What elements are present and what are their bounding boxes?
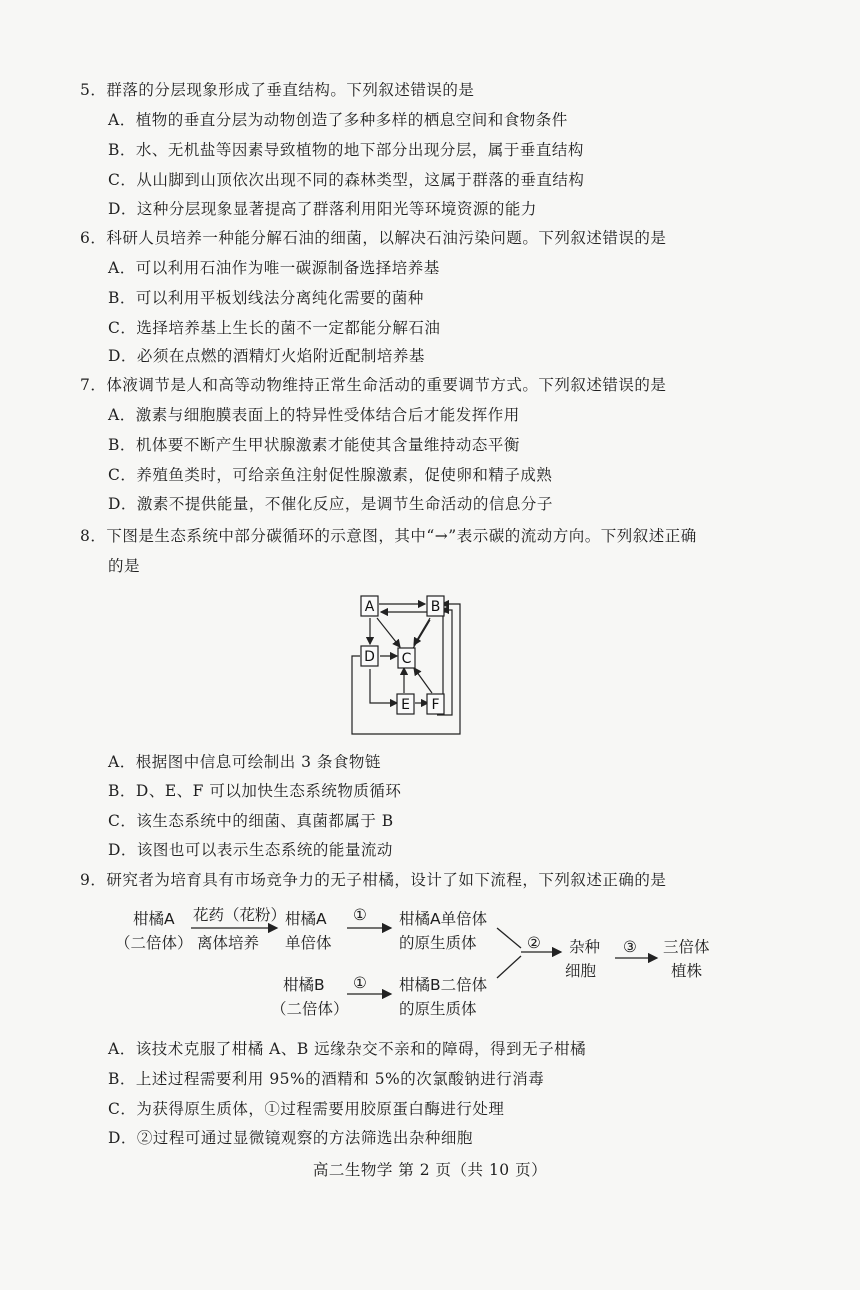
triploid-line1: 三倍体 <box>663 938 710 956</box>
q6-option-b: B．可以利用平板划线法分离纯化需要的菌种 <box>108 289 424 307</box>
q8-stem-line2: 的是 <box>108 557 141 575</box>
citrus-b-label: 柑橘B <box>283 976 325 994</box>
q9-option-b: B．上述过程需要利用 95%的酒精和 5%的次氯酸钠进行消毒 <box>108 1070 545 1088</box>
q6-option-c: C．选择培养基上生长的菌不一定都能分解石油 <box>108 319 441 337</box>
b-protoplast-line1: 柑橘B二倍体 <box>399 976 488 994</box>
q9-option-c: C．为获得原生质体，①过程需要用胶原蛋白酶进行处理 <box>108 1100 505 1118</box>
page-footer: 高二生物学 第 2 页（共 10 页） <box>312 1161 548 1179</box>
q8-stem-line1: 8．下图是生态系统中部分碳循环的示意图，其中“→”表示碳的流动方向。下列叙述正确 <box>80 527 697 545</box>
q8-option-d: D．该图也可以表示生态系统的能量流动 <box>108 841 393 859</box>
node-d: D <box>364 649 375 665</box>
q9-stem: 9．研究者为培育具有市场竞争力的无子柑橘，设计了如下流程，下列叙述正确的是 <box>80 871 667 889</box>
citrus-a-label: 柑橘A <box>133 910 175 928</box>
citrus-breeding-flowchart <box>115 898 735 1028</box>
q7-option-d: D．激素不提供能量，不催化反应，是调节生命活动的信息分子 <box>108 495 553 513</box>
q7-option-c: C．养殖鱼类时，可给亲鱼注射促性腺激素，促使卵和精子成熟 <box>108 466 553 484</box>
q7-stem: 7．体液调节是人和高等动物维持正常生命活动的重要调节方式。下列叙述错误的是 <box>80 376 667 394</box>
culture-step-label: 离体培养 <box>197 934 260 952</box>
hybrid-cell-line1: 杂种 <box>569 938 601 956</box>
q9-option-d: D．②过程可通过显微镜观察的方法筛选出杂种细胞 <box>108 1129 473 1147</box>
hybrid-cell-line2: 细胞 <box>565 962 597 980</box>
q7-option-b: B．机体要不断产生甲状腺激素才能使其含量维持动态平衡 <box>108 436 520 454</box>
q5-option-c: C．从山脚到山顶依次出现不同的森林类型，这属于群落的垂直结构 <box>108 171 585 189</box>
node-e: E <box>401 697 410 713</box>
q5-stem: 5．群落的分层现象形成了垂直结构。下列叙述错误的是 <box>80 81 475 99</box>
q6-option-d: D．必须在点燃的酒精灯火焰附近配制培养基 <box>108 347 425 365</box>
q8-option-b: B．D、E、F 可以加快生态系统物质循环 <box>108 782 402 800</box>
node-a: A <box>364 599 375 615</box>
step-3-label: ③ <box>623 938 637 956</box>
citrus-a-ploidy: （二倍体） <box>115 934 193 952</box>
node-b: B <box>430 599 441 615</box>
citrus-b-ploidy: （二倍体） <box>271 1000 349 1018</box>
q8-option-a: A．根据图中信息可绘制出 3 条食物链 <box>108 753 381 771</box>
step-1-bottom-label: ① <box>353 974 367 992</box>
citrus-a-haploid-line1: 柑橘A <box>285 910 327 928</box>
q5-option-a: A．植物的垂直分层为动物创造了多种多样的栖息空间和食物条件 <box>108 111 568 129</box>
a-protoplast-line2: 的原生质体 <box>399 934 477 952</box>
citrus-a-haploid-line2: 单倍体 <box>285 934 332 952</box>
anther-step-label: 花药（花粉） <box>193 906 287 924</box>
triploid-line2: 植株 <box>671 962 703 980</box>
q5-option-d: D．这种分层现象显著提高了群落利用阳光等环境资源的能力 <box>108 200 537 218</box>
node-f: F <box>431 697 440 713</box>
a-protoplast-line1: 柑橘A单倍体 <box>399 910 488 928</box>
b-protoplast-line2: 的原生质体 <box>399 1000 477 1018</box>
q6-option-a: A．可以利用石油作为唯一碳源制备选择培养基 <box>108 259 440 277</box>
carbon-cycle-diagram <box>340 590 480 740</box>
q8-option-c: C．该生态系统中的细菌、真菌都属于 B <box>108 812 394 830</box>
q6-stem: 6．科研人员培养一种能分解石油的细菌，以解决石油污染问题。下列叙述错误的是 <box>80 229 667 247</box>
node-c: C <box>401 651 412 667</box>
step-2-label: ② <box>527 934 541 952</box>
q7-option-a: A．激素与细胞膜表面上的特异性受体结合后才能发挥作用 <box>108 406 520 424</box>
q5-option-b: B．水、无机盐等因素导致植物的地下部分出现分层，属于垂直结构 <box>108 141 584 159</box>
q9-option-a: A．该技术克服了柑橘 A、B 远缘杂交不亲和的障碍，得到无子柑橘 <box>108 1040 587 1058</box>
step-1-top-label: ① <box>353 906 367 924</box>
